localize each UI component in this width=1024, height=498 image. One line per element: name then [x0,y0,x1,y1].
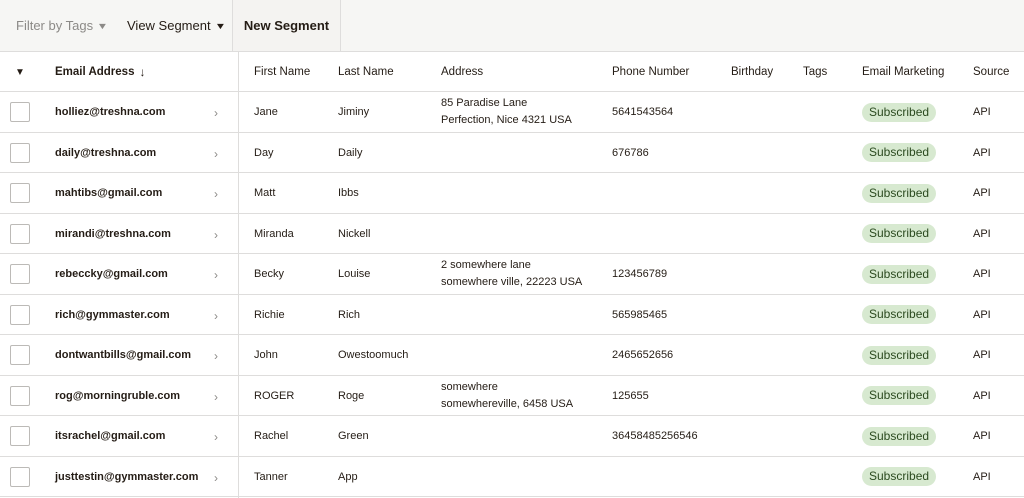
phone-cell: 676786 [612,146,649,159]
table-body [0,92,1024,497]
email-marketing-cell [862,214,936,254]
email-marketing-cell [862,335,936,375]
table-row[interactable] [0,173,1024,214]
address-cell [441,376,573,416]
last-name-cell: Jiminy [338,106,370,118]
email-cell[interactable]: rebeccky@gmail.com [55,268,168,280]
last-name-cell: Ibbs [338,187,359,199]
email-marketing-cell [862,376,936,416]
email-cell[interactable]: mahtibs@gmail.com [55,187,163,199]
email-cell[interactable]: itsrachel@gmail.com [55,430,166,442]
chevron-right-icon[interactable]: › [214,430,218,444]
status-badge: Subscribed [862,305,936,324]
table-row[interactable] [0,376,1024,417]
status-badge: Subscribed [862,467,936,486]
first-name-cell: Jane [254,106,278,118]
source-cell: API [973,268,991,280]
email-marketing-cell [862,92,936,132]
email-cell[interactable]: rog@morningruble.com [55,389,181,402]
address-line-1: 2 somewhere lane [441,259,531,271]
status-badge: Subscribed [862,224,936,243]
email-cell[interactable]: dontwantbills@gmail.com [55,349,192,361]
source-cell: API [973,349,991,361]
source-cell: API [973,227,991,240]
phone-cell: 565985465 [612,308,668,321]
source-cell: API [973,430,991,442]
email-marketing-cell [862,133,936,173]
table-header [0,52,1024,92]
chevron-right-icon[interactable]: › [214,470,218,485]
email-marketing-cell [862,173,936,213]
address-line-2: Perfection, Nice 4321 USA [441,114,572,126]
toolbar [0,0,1024,52]
source-cell: API [973,308,991,321]
chevron-right-icon[interactable]: › [214,389,218,404]
address-cell [441,92,572,132]
email-marketing-cell [862,254,936,294]
source-cell: API [973,389,991,402]
column-header-last-name[interactable]: Last Name [338,66,394,78]
last-name-cell: Rich [338,308,361,321]
column-header-first-name[interactable]: First Name [254,66,311,78]
chevron-right-icon[interactable]: › [214,187,218,201]
status-badge: Subscribed [862,103,936,122]
table-row[interactable] [0,92,1024,133]
row-checkbox[interactable] [10,183,30,203]
first-name-cell: Tanner [254,470,288,483]
table-row[interactable] [0,133,1024,174]
new-segment-label: New Segment [243,18,330,33]
first-name-cell: Richie [254,308,285,321]
source-cell: API [973,470,991,483]
last-name-cell: Louise [338,268,371,280]
row-checkbox[interactable] [10,426,30,446]
view-segment-label: View Segment [127,18,211,33]
source-cell: API [973,146,991,159]
phone-cell: 36458485256546 [612,430,698,442]
first-name-cell: Day [254,146,274,159]
status-badge: Subscribed [862,265,936,284]
row-checkbox[interactable] [10,224,30,244]
email-marketing-cell [862,416,936,456]
email-cell[interactable]: rich@gymmaster.com [55,308,170,321]
email-marketing-cell [862,457,936,497]
filter-by-tags-dropdown[interactable] [0,0,112,51]
chevron-right-icon[interactable]: › [214,308,218,323]
first-name-cell: John [254,349,278,361]
select-toggle-chevron-down-icon[interactable]: ▼ [15,66,25,78]
row-checkbox[interactable] [10,467,30,487]
table-row[interactable] [0,416,1024,457]
table-row[interactable] [0,457,1024,498]
last-name-cell: Owestoomuch [338,349,409,361]
first-name-cell: Becky [254,268,284,280]
email-cell[interactable]: daily@treshna.com [55,146,157,159]
first-name-cell: Matt [254,187,276,199]
address-line-1: somewhere [441,380,498,393]
row-checkbox[interactable] [10,386,30,406]
source-cell: API [973,106,991,118]
view-segment-dropdown[interactable] [112,0,232,51]
row-checkbox[interactable] [10,102,30,122]
last-name-cell: Green [338,430,369,442]
table-row[interactable] [0,254,1024,295]
first-name-cell: Rachel [254,430,289,442]
column-header-phone[interactable]: Phone Number [612,66,690,78]
column-header-source[interactable]: Source [973,66,1010,78]
chevron-right-icon[interactable]: › [214,268,218,282]
table-row[interactable] [0,214,1024,255]
status-badge: Subscribed [862,143,936,162]
email-cell[interactable]: mirandi@treshna.com [55,227,171,240]
row-checkbox[interactable] [10,143,30,163]
row-checkbox[interactable] [10,345,30,365]
address-line-2: somewhereville, 6458 USA [441,397,574,410]
column-header-tags[interactable]: Tags [803,66,828,78]
last-name-cell: App [338,470,358,483]
status-badge: Subscribed [862,346,936,365]
table-row[interactable] [0,335,1024,376]
row-checkbox[interactable] [10,264,30,284]
first-name-cell: Miranda [254,227,294,240]
filter-by-tags-label: Filter by Tags [16,18,94,33]
column-header-birthday[interactable]: Birthday [731,66,774,78]
source-cell: API [973,187,991,199]
last-name-cell: Nickell [338,227,371,240]
email-cell[interactable]: justtestin@gymmaster.com [55,470,199,483]
column-header-address[interactable]: Address [441,66,484,78]
table-row[interactable] [0,295,1024,336]
arrow-down-icon: ↓ [139,65,146,79]
last-name-cell: Roge [338,389,365,402]
first-name-cell: ROGER [254,389,295,402]
phone-cell: 125655 [612,389,649,402]
email-cell[interactable]: holliez@treshna.com [55,106,166,118]
phone-cell: 2465652656 [612,349,674,361]
address-line-1: 85 Paradise Lane [441,97,528,109]
address-line-2: somewhere ville, 22223 USA [441,276,583,288]
status-badge: Subscribed [862,386,936,405]
status-badge: Subscribed [862,427,936,446]
new-segment-button[interactable] [232,0,341,51]
phone-cell: 123456789 [612,268,668,280]
chevron-right-icon[interactable]: › [214,106,218,120]
email-marketing-cell [862,295,936,335]
chevron-right-icon[interactable]: › [214,349,218,363]
chevron-right-icon[interactable]: › [214,146,218,161]
column-header-email-marketing[interactable]: Email Marketing [862,66,945,78]
last-name-cell: Daily [338,146,363,159]
status-badge: Subscribed [862,184,936,203]
phone-cell: 5641543564 [612,106,674,118]
chevron-right-icon[interactable]: › [214,227,218,242]
row-checkbox[interactable] [10,305,30,325]
column-header-email[interactable]: Email Address ↓ [55,65,146,79]
chevron-down-icon: ▼ [96,20,109,31]
address-cell [441,254,582,294]
chevron-down-icon: ▼ [214,20,226,31]
